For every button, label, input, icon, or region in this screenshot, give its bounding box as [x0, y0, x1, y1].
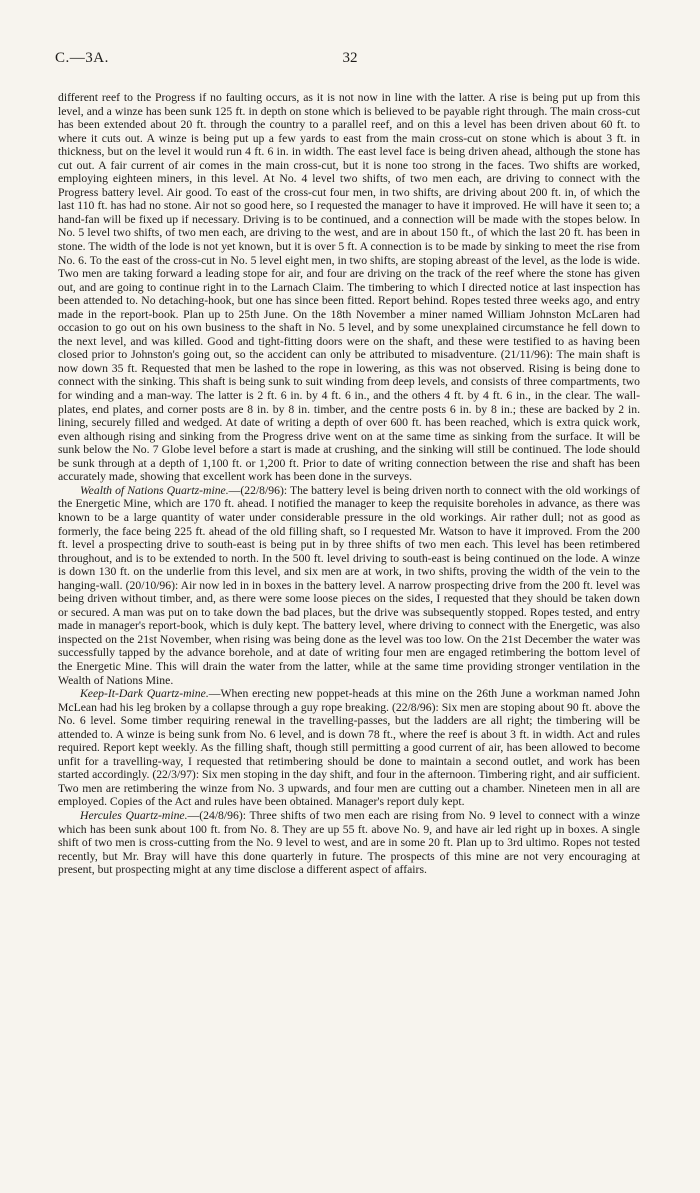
paragraph-keep-it-dark [58, 687, 640, 809]
document-reference: C.—3A. [55, 50, 109, 66]
paragraph-wealth-of-nations [58, 484, 640, 687]
paragraph-text: —(22/8/96): The battery level is being driven north to connect with the old workings of the Energetic Mine, which are 170 ft. ahead. I notified the manager to keep the requisite boreholes in advance, as there was known to be a large quantity of water under considerable pressure in the old workings. Air rather dull; not as good as formerly, the face being 225 ft. ahead of the old filling shaft, so I requested Mr. Watson to have it improved. From the 200 ft. level a prospecting drive to south-east is being put in by three shifts of two men each. This level has been retimbered throughout, and is to be extended to north. In the 500 ft. level driving to south-east is being continued on the lode. A winze is down 130 ft. on the underlie from this level, and six men are at work, in two shifts, proving the width of the vein to the hanging-wall. (20/10/96): Air now led in in boxes in the battery level. A narrow prospecting drive from the 200 ft. level was being driven without timber, and, as there were some loose pieces on the sides, I requested that they should be taken down or secured. A man was put on to take down the bad places, but the drive was subsequently stopped. Ropes tested, and entry made in manager's report-book, which is duly kept. The battery level, where driving to connect with the Energetic, was also inspected on the 21st November, when rising was being done as the level was too low. On the 21st December the water was successfully tapped by the advance borehole, and at date of writing four men are engaged retimbering the bottom level of the Energetic Mine. This will drain the water from the latter, while at the same time providing stronger ventilation in the Wealth of Nations Mine. [58, 483, 640, 687]
page-number: 32 [342, 50, 358, 66]
report-body [58, 91, 640, 877]
mine-heading: Hercules Quartz-mine. [80, 808, 188, 822]
paragraph-text: —(24/8/96): Three shifts of two men each are rising from No. 9 level to connect with a winze which has been sunk about 100 ft. from No. 8. They are up 55 ft. above No. 9, and have air led right up in boxes. A single shift of two men is cross-cutting from the No. 9 level to west, and are in some 20 ft. Plan up to 3rd ultimo. Ropes not tested recently, but Mr. Bray will have this done quarterly in future. The prospects of this mine are not very encouraging at present, but prospecting might at any time disclose a different aspect of affairs. [58, 808, 640, 877]
paragraph-hercules [58, 809, 640, 877]
mine-heading: Wealth of Nations Quartz-mine. [80, 483, 229, 497]
mine-heading: Keep-It-Dark Quartz-mine. [80, 687, 209, 701]
paragraph-text: different reef to the Progress if no faulting occurs, as it is not now in line with the latter. A rise is being put up from this level, and a winze has been sunk 125 ft. in depth on stone which is believed to be payable right through. The main cross-cut has been extended about 20 ft. through the country to a parallel reef, and on this a level has been driven about 60 ft. to where it cuts out. A winze is being put up a few yards to east from the main cross-cut on stone which is about 3 ft. in thickness, but on the level it would run 4 ft. 6 in. in width. The east level face is being driven ahead, although the stone has cut out. A fair current of air comes in the main cross-cut, but it is none too strong in the faces. Two shifts are worked, employing eighteen miners, in this level. At No. 4 level two shifts, of two men each, are driving to connect with the Progress battery level. Air good. To east of the cross-cut four men, in two shifts, are driving about 200 ft. in, of which the last 110 ft. has had no stone. Air not so good here, so I requested the manager to have it improved. He will have it seen to; a hand-fan will be fixed up if necessary. Driving is to be continued, and a connection will be made with the stopes below. In No. 5 level two shifts, of two men each, are driving to the west, and are in about 150 ft., of which the last 20 ft. has been in stone. The width of the lode is not yet known, but it is over 5 ft. A connection is to be made by sinking to meet the rise from No. 6. To the east of the cross-cut in No. 5 level eight men, in two shifts, are stoping abreast of the level, as the lode is wide. Two men are taking forward a leading stope for air, and four are driving on the track of the reef where the stone has given out, and are going to continue right in to the Larnach Claim. The timbering to which I directed notice at last inspection has been attended to. No detaching-hook, but one has since been fitted. Report behind. Ropes tested three weeks ago, and entry made in the report-book. Plan up to 25th June. On the 18th November a miner named William Johnston McLaren had occasion to go out on his own business to the shaft in No. 5 level, and by some unexplained circumstance he fell down to the next level, and was killed. Good and tight-fitting doors were on the shaft, and these were testified to as having been closed prior to Johnston's going out, so the accident can only be attributed to misadventure. (21/11/96): The main shaft is now down 35 ft. Requested that men be lashed to the rope in lowering, as this was not observed. Rising is being done to connect with the sinking. This shaft is being sunk to suit winding from deep levels, and consists of three compartments, two for winding and a man-way. The latter is 2 ft. 6 in. by 4 ft. 6 in., and the others 4 ft. by 4 ft. 6 in., in the clear. The wall-plates, end plates, and corner posts are 8 in. by 8 in. timber, and the centre posts 6 in. by 8 in.; these are backed by 2 in. lining, securely filled and wedged. At date of writing a depth of over 600 ft. has been reached, which is extra quick work, even although rising and sinking from the Progress drive went on at the same time as sinking from the surface. It will be sunk below the No. 7 Globe level before a start is made at crushing, and the sinking will still be continued. The lode should be sunk through at a depth of 1,100 ft. or 1,200 ft. Prior to date of writing connection between the rise and shaft has been accurately made, showing that excellent work has been done in the surveys. [58, 91, 640, 484]
page-header [55, 50, 645, 72]
paragraph-text: —When erecting new poppet-heads at this mine on the 26th June a workman named John McLean had his leg broken by a collapse through a guy rope breaking. (22/8/96): Six men are stoping about 90 ft. above the No. 6 level. Some timber requiring renewal in the travelling-passes, but the ladders are all right; the timbering will be attended to. A winze is being sunk from No. 6 level, and is down 78 ft., where the reef is about 3 ft. in width. Act and rules required. Report kept weekly. As the filling shaft, though still permitting a good current of air, has been allowed to become unfit for a travelling-way, I requested that retimbering should be done to maintain a second outlet, and work has been started accordingly. (22/3/97): Six men stoping in the day shift, and four in the afternoon. Timbering right, and air sufficient. Two men are retimbering the winze from No. 3 upwards, and four men are cutting out a chamber. Nineteen men in all are employed. Copies of the Act and rules have been obtained. Manager's report duly kept. [58, 687, 641, 809]
paragraph-progress-mine-continued [58, 91, 640, 484]
